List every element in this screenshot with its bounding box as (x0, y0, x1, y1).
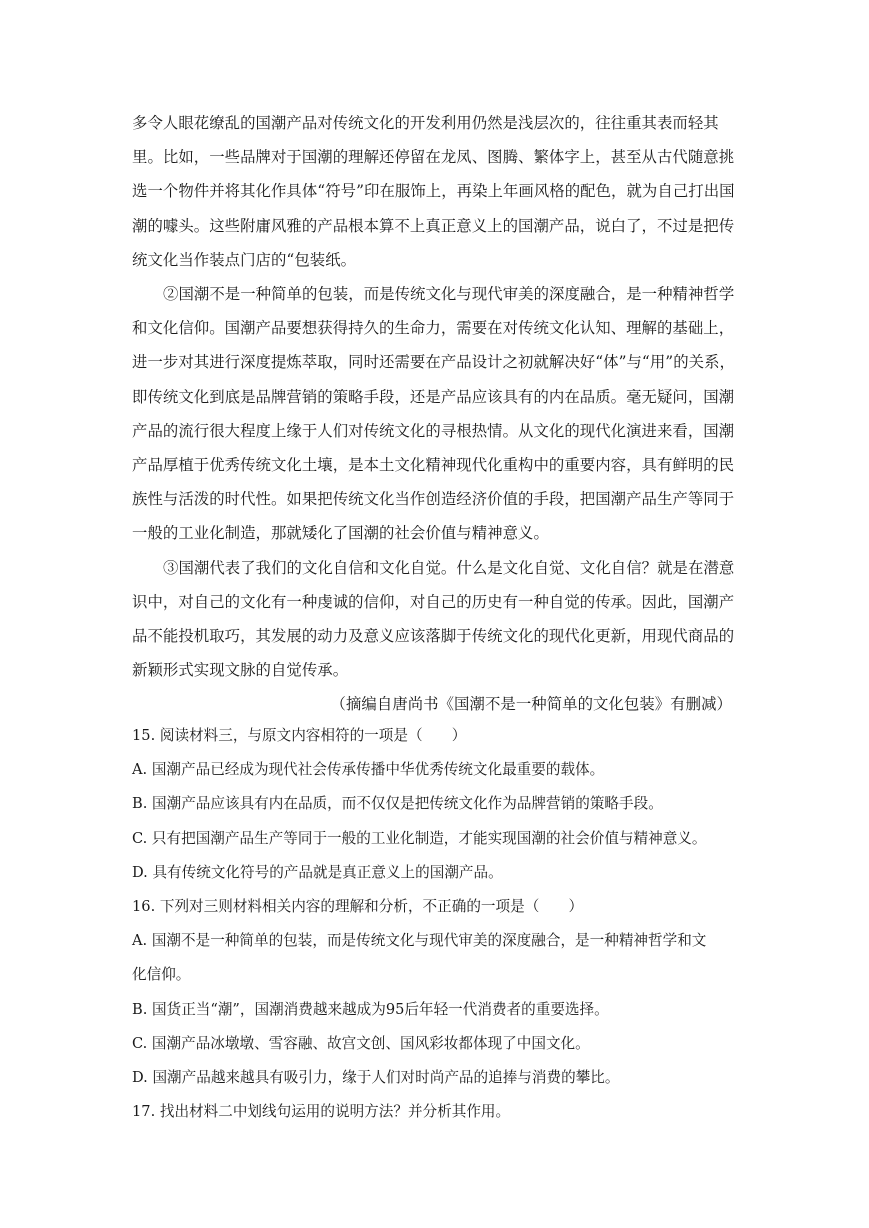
question-16-option-b: B. 国货正当“潮”，国潮消费越来越成为95后年轻一代消费者的重要选择。 (132, 1000, 609, 1018)
question-15-option-d: D. 具有传统文化符号的产品就是真正意义上的国潮产品。 (132, 863, 503, 881)
question-16-option-a: A. 国潮不是一种简单的包装，而是传统文化与现代审美的深度融合，是一种精神哲学和文 (132, 932, 707, 950)
paragraph-3: ③国潮代表了我们的文化自信和文化自觉。什么是文化自觉、文化自信？就是在潜意识中，对自己的文化有一种虔诚的信仰，对自己的历史有一种自觉的传承。因此，国潮产品不能投机取巧，其发展的动力及意义应该落脚于传统文化的现代化更新，用现代商品的新颖形式实现文脉的自觉传承。 (132, 558, 735, 680)
question-16-option-a-continued: 化信仰。 (132, 966, 191, 984)
paragraph-1: 多令人眼花缭乱的国潮产品对传统文化的开发利用仍然是浅层次的，往往重其表而轻其里。比如，一些品牌对于国潮的理解还停留在龙凤、图腾、繁体字上，甚至从古代随意挑选一个物件并将其化作具体“符号”印在服饰上，再染上年画风格的配色，就为自己打出国潮的噱头。这些附庸风雅的产品根本算不上真正意义上的国潮产品，说白了，不过是把传统文化当作装点门店的“包装纸。 (132, 114, 735, 269)
question-16-option-c: C. 国潮产品冰墩墩、雪容融、故宫文创、国风彩妆都体现了中国文化。 (132, 1034, 590, 1052)
questions-section (132, 719, 740, 1129)
article-body (132, 106, 740, 722)
article-source: （摘编自唐尚书《国潮不是一种简单的文化包装》有删减） (330, 695, 732, 714)
question-17-stem: 17. 找出材料二中划线句运用的说明方法？并分析其作用。 (132, 1103, 511, 1121)
question-15-option-a: A. 国潮产品已经成为现代社会传承传播中华优秀传统文化最重要的载体。 (132, 761, 605, 779)
question-16-option-d: D. 国潮产品越来越具有吸引力，缘于人们对时尚产品的追捧与消费的攀比。 (132, 1069, 620, 1087)
question-15-option-c: C. 只有把国潮产品生产等同于一般的工业化制造，才能实现国潮的社会价值与精神意义。 (132, 829, 707, 847)
question-15-stem: 15. 阅读材料三，与原文内容相符的一项是（ ） (132, 727, 467, 744)
question-15-option-b: B. 国潮产品应该具有内在品质，而不仅仅是把传统文化作为品牌营销的策略手段。 (132, 795, 663, 813)
question-16-stem: 16. 下列对三则材料相关内容的理解和分析，不正确的一项是（ ） (132, 898, 584, 916)
paragraph-2: ②国潮不是一种简单的包装，而是传统文化与现代审美的深度融合，是一种精神哲学和文化信仰。国潮产品要想获得持久的生命力，需要在对传统文化认知、理解的基础上，进一步对其进行深度提炼萃取，同时还需要在产品设计之初就解决好“体”与“用”的关系，即传统文化到底是品牌营销的策略手段，还是产品应该具有的内在品质。毫无疑问，国潮产品的流行很大程度上缘于人们对传统文化的寻根热情。从文化的现代化演进来看，国潮产品厚植于优秀传统文化土壤，是本土文化精神现代化重构中的重要内容，具有鲜明的民族性与活泼的时代性。如果把传统文化当作创造经济价值的手段，把国潮产品生产等同于一般的工业化制造，那就矮化了国潮的社会价值与精神意义。 (132, 285, 735, 543)
